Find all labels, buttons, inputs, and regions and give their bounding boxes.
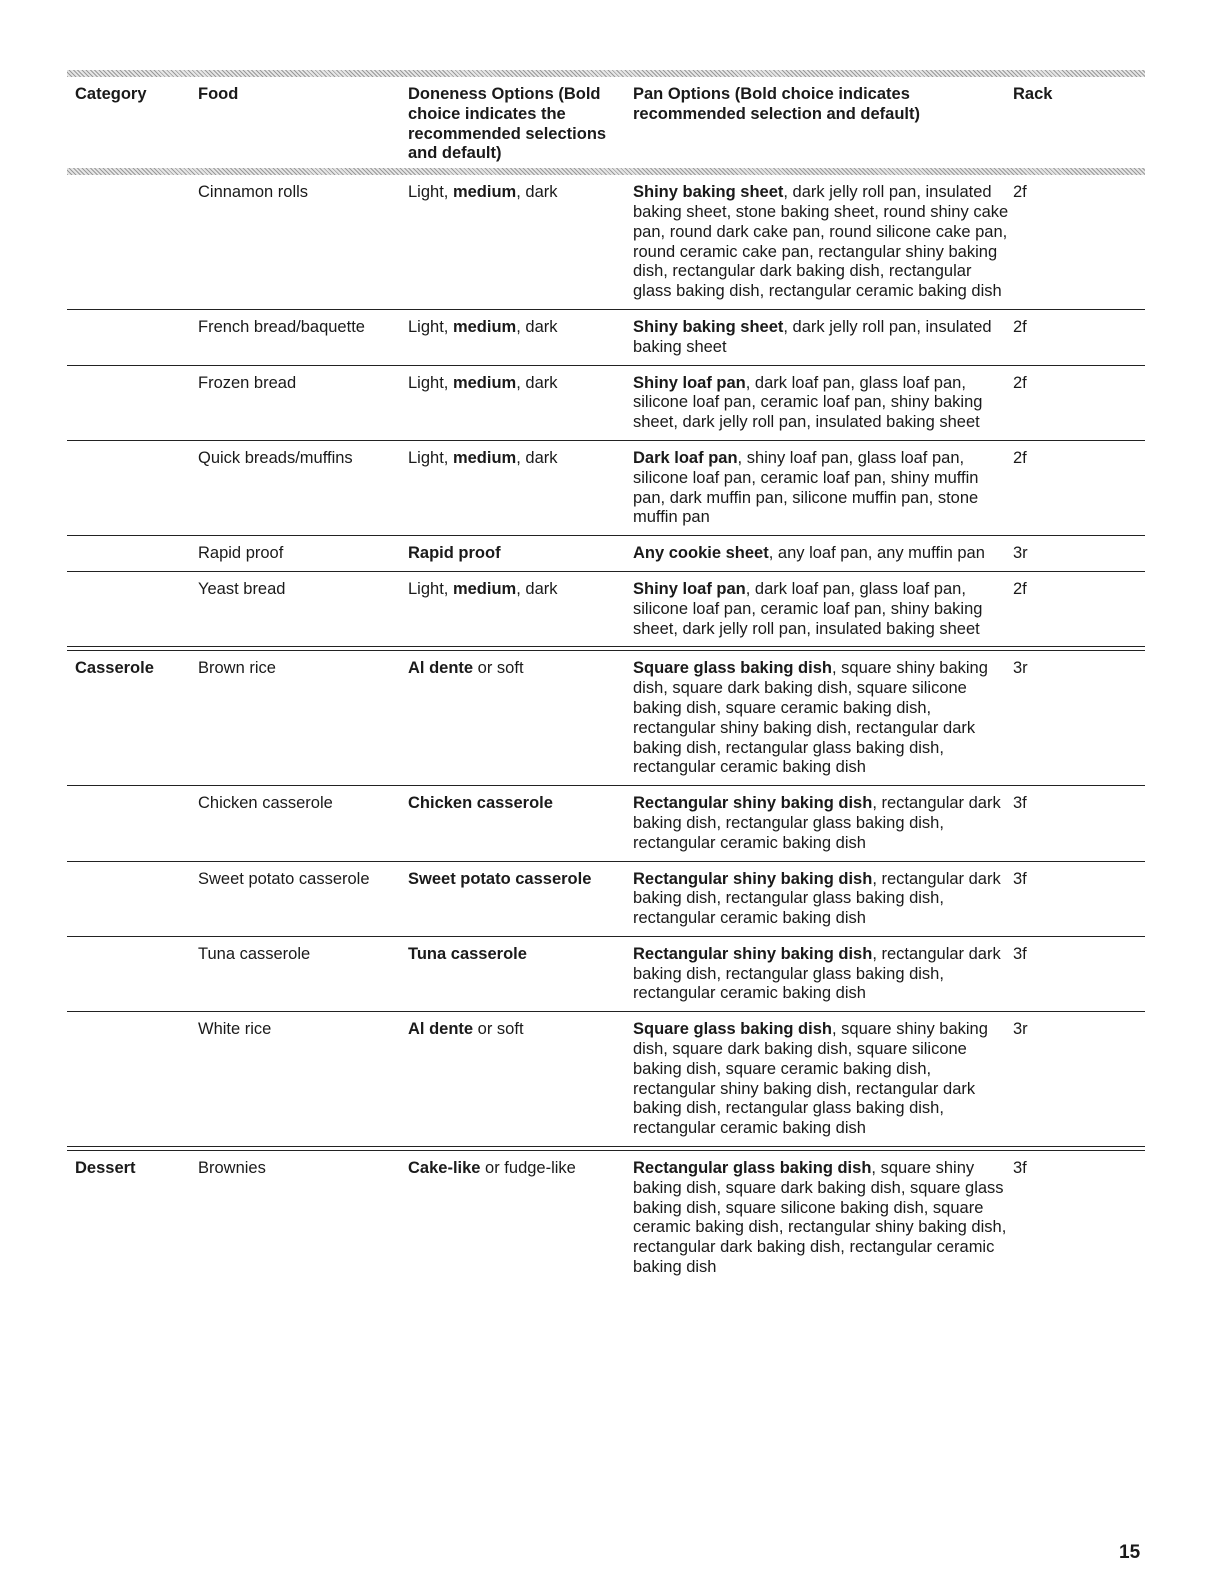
category-cell	[67, 945, 198, 1004]
doneness-cell	[408, 794, 633, 853]
pan-default: Shiny baking sheet	[633, 317, 784, 336]
rack-cell: 3f	[1013, 944, 1027, 963]
pan-cell	[633, 544, 1013, 564]
pan-default: Square glass baking dish	[633, 659, 832, 678]
rack-cell: 2f	[1013, 183, 1027, 202]
category-cell	[67, 544, 198, 564]
doneness-cell	[408, 544, 633, 564]
doneness-suffix: or fudge-like	[480, 1159, 576, 1178]
doneness-cell	[408, 580, 633, 639]
doneness-default: Tuna casserole	[408, 944, 527, 963]
doneness-default: Rapid proof	[408, 544, 501, 563]
food-cell: Frozen bread	[198, 373, 297, 392]
food-cell: Quick breads/muffins	[198, 448, 353, 467]
table-row	[67, 310, 1145, 366]
pan-default: Square glass baking dish	[633, 1020, 832, 1039]
rack-cell: 2f	[1013, 579, 1027, 598]
pan-default: Dark loaf pan	[633, 448, 738, 467]
table-row	[67, 572, 1145, 646]
pan-alternatives: , shiny loaf pan, glass loaf pan, silicone loaf pan, ceramic loaf pan, shiny muffin pan, dark muffin pan, silicone muffin pan, stone muffin pan	[633, 448, 979, 527]
table-row	[67, 1151, 1145, 1285]
category-cell	[67, 374, 198, 433]
doneness-suffix: , dark	[516, 317, 558, 336]
doneness-prefix: Light,	[408, 373, 453, 392]
header-bottom-rule	[67, 168, 1145, 175]
table-top-rule	[67, 70, 1145, 77]
pan-cell	[633, 794, 1013, 853]
pan-alternatives: , square shiny baking dish, square dark baking dish, square glass baking dish, square silicone baking dish, square ceramic baking dish, rectangular shiny baking dish, rectangular dark baking dish, rectangular ceramic baking dish	[633, 1159, 1007, 1277]
table-row	[67, 786, 1145, 861]
header-pan: Pan Options (Bold choice indicates recommended selection and default)	[633, 85, 920, 123]
category-cell: Dessert	[75, 1159, 136, 1178]
pan-alternatives: , rectangular dark baking dish, rectangular glass baking dish, rectangular ceramic baking dish	[633, 794, 1001, 852]
pan-cell	[633, 945, 1013, 1004]
category-cell: Casserole	[75, 659, 154, 678]
pan-default: Rectangular shiny baking dish	[633, 944, 873, 963]
doneness-default: Al dente	[408, 1020, 474, 1039]
table-row	[67, 536, 1145, 572]
table-body	[67, 175, 1145, 1285]
pan-default: Shiny loaf pan	[633, 373, 746, 392]
food-cell: French bread/baquette	[198, 317, 365, 336]
pan-cell	[633, 374, 1013, 433]
doneness-prefix: Light,	[408, 317, 453, 336]
category-cell	[67, 183, 198, 302]
doneness-cell	[408, 183, 633, 302]
doneness-suffix: , dark	[516, 183, 558, 202]
doneness-suffix: , dark	[516, 448, 558, 467]
category-cell	[67, 1020, 198, 1139]
header-food: Food	[198, 85, 239, 103]
doneness-cell	[408, 374, 633, 433]
header-doneness: Doneness Options (Bold choice indicates the recommended selections and default)	[408, 85, 607, 163]
doneness-cell	[408, 1020, 633, 1139]
category-cell	[67, 580, 198, 639]
doneness-default: Al dente	[408, 659, 474, 678]
doneness-default: medium	[452, 317, 517, 336]
doneness-suffix: or soft	[473, 1020, 524, 1039]
pan-default: Shiny loaf pan	[633, 579, 746, 598]
pan-alternatives: , dark jelly roll pan, insulated baking sheet	[633, 317, 992, 356]
header-category: Category	[75, 85, 147, 103]
pan-default: Any cookie sheet	[633, 544, 769, 563]
pan-cell	[633, 449, 1013, 528]
doneness-cell	[408, 945, 633, 1004]
doneness-prefix: Light,	[408, 448, 453, 467]
pan-default: Rectangular shiny baking dish	[633, 869, 873, 888]
cooking-guide-table	[67, 70, 1145, 1285]
pan-cell	[633, 659, 1013, 778]
header-rack: Rack	[1013, 85, 1053, 103]
page-number: 15	[1119, 1542, 1141, 1563]
food-cell: Sweet potato casserole	[198, 869, 370, 888]
category-cell	[67, 870, 198, 929]
doneness-cell	[408, 1159, 633, 1278]
food-cell: Tuna casserole	[198, 944, 311, 963]
food-cell: Yeast bread	[198, 579, 286, 598]
food-cell: Chicken casserole	[198, 794, 333, 813]
pan-alternatives: , square shiny baking dish, square dark baking dish, square silicone baking dish, square ceramic baking dish, rectangular shiny baking dish, rectangular dark baking dish, rectangular glass baking dish, rectangular ceramic baking dish	[633, 659, 988, 777]
table-row	[67, 366, 1145, 441]
pan-default: Rectangular shiny baking dish	[633, 794, 873, 813]
table-header	[67, 77, 1145, 168]
doneness-cell	[408, 449, 633, 528]
rack-cell: 3f	[1013, 869, 1027, 888]
pan-alternatives: , dark loaf pan, glass loaf pan, silicone loaf pan, ceramic loaf pan, shiny baking sheet, dark jelly roll pan, insulated baking sheet	[633, 579, 983, 638]
doneness-default: Chicken casserole	[408, 794, 553, 813]
doneness-cell	[408, 870, 633, 929]
pan-cell	[633, 1159, 1013, 1278]
food-cell: Rapid proof	[198, 544, 284, 563]
rack-cell: 3r	[1013, 659, 1028, 678]
rack-cell: 3f	[1013, 1159, 1027, 1178]
pan-alternatives: , dark loaf pan, glass loaf pan, silicone loaf pan, ceramic loaf pan, shiny baking sheet, dark jelly roll pan, insulated baking sheet	[633, 373, 983, 432]
doneness-cell	[408, 318, 633, 358]
doneness-default: medium	[452, 373, 517, 392]
doneness-default: Sweet potato casserole	[408, 869, 592, 888]
rack-cell: 2f	[1013, 373, 1027, 392]
pan-alternatives: , rectangular dark baking dish, rectangular glass baking dish, rectangular ceramic baking dish	[633, 869, 1001, 928]
table-row	[67, 441, 1145, 536]
rack-cell: 3r	[1013, 1020, 1028, 1039]
category-cell	[67, 318, 198, 358]
table-row	[67, 937, 1145, 1012]
pan-cell	[633, 1020, 1013, 1139]
rack-cell: 3r	[1013, 544, 1028, 563]
pan-cell	[633, 580, 1013, 639]
doneness-suffix: , dark	[516, 579, 558, 598]
rack-cell: 3f	[1013, 794, 1027, 813]
table-row	[67, 175, 1145, 310]
rack-cell: 2f	[1013, 448, 1027, 467]
category-cell	[67, 449, 198, 528]
pan-cell	[633, 183, 1013, 302]
category-cell	[67, 794, 198, 853]
pan-alternatives: , dark jelly roll pan, insulated baking sheet, stone baking sheet, round shiny cake pan, round dark cake pan, round silicone cake pan, round ceramic cake pan, rectangular shiny baking dish, rectangular dark baking dish, rectangular glass baking dish, rectangular ceramic baking dish	[633, 183, 1009, 301]
table-row	[67, 651, 1145, 786]
food-cell: Cinnamon rolls	[198, 183, 309, 202]
doneness-suffix: , dark	[516, 373, 558, 392]
doneness-default: Cake-like	[408, 1159, 481, 1178]
doneness-default: medium	[452, 183, 517, 202]
pan-cell	[633, 870, 1013, 929]
doneness-default: medium	[452, 448, 517, 467]
doneness-suffix: or soft	[473, 659, 524, 678]
doneness-prefix: Light,	[408, 579, 453, 598]
food-cell: White rice	[198, 1020, 272, 1039]
pan-default: Shiny baking sheet	[633, 183, 784, 202]
table-row	[67, 862, 1145, 937]
food-cell: Brown rice	[198, 659, 276, 678]
pan-alternatives: , rectangular dark baking dish, rectangular glass baking dish, rectangular ceramic baking dish	[633, 944, 1001, 1003]
doneness-default: medium	[452, 579, 517, 598]
doneness-prefix: Light,	[408, 183, 453, 202]
rack-cell: 2f	[1013, 317, 1027, 336]
doneness-cell	[408, 659, 633, 778]
pan-cell	[633, 318, 1013, 358]
pan-alternatives: , square shiny baking dish, square dark baking dish, square silicone baking dish, square ceramic baking dish, rectangular shiny baking dish, rectangular dark baking dish, rectangular glass baking dish, rectangular ceramic baking dish	[633, 1020, 988, 1138]
pan-alternatives: , any loaf pan, any muffin pan	[768, 544, 985, 563]
food-cell: Brownies	[198, 1159, 266, 1178]
table-row	[67, 1012, 1145, 1146]
pan-default: Rectangular glass baking dish	[633, 1159, 872, 1178]
